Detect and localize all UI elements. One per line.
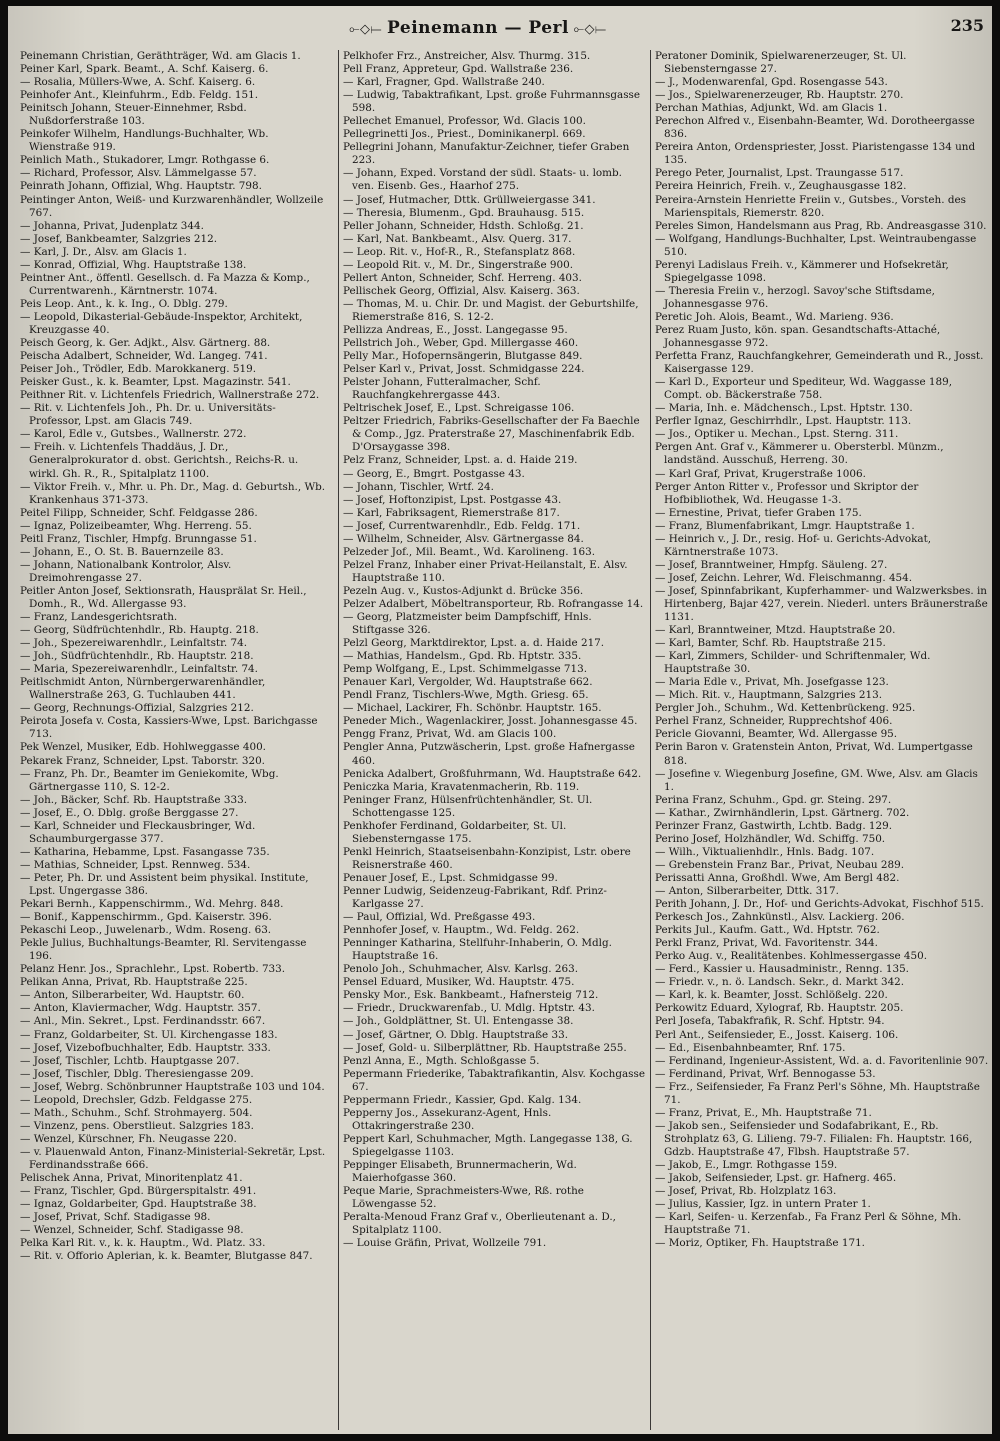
directory-entry: Peis Leop. Ant., k. k. Ing., O. Dblg. 279.	[20, 297, 228, 310]
directory-entry: Peltzer Friedrich, Fabriks-Gesellschafter der Fa Baechle & Comp., Jgz. Praterstraße 27, Maschinenfabrik Edb. D'Orsaygasse 398.	[343, 415, 640, 454]
directory-entry: Pekle Julius, Buchhaltungs-Beamter, Rl. Servitengasse 196.	[20, 937, 307, 963]
directory-entry: — Karl D., Exporteur und Spediteur, Wd. Waggasse 189, Compt. ob. Bäckerstraße 758.	[655, 376, 953, 402]
directory-entry: — Johann, Tischler, Wrtf. 24.	[343, 480, 494, 493]
directory-entry: — Georg, E., Bmgrt. Postgasse 43.	[343, 467, 525, 480]
directory-entry: Peitl Franz, Tischler, Hmpfg. Brunngasse 51.	[20, 532, 257, 545]
directory-entry: — Karl Graf, Privat, Krugerstraße 1006.	[655, 467, 866, 480]
directory-entry: — Josef, Tischler, Dblg. Theresiengasse 209.	[20, 1067, 254, 1080]
directory-entry: — Franz, Goldarbeiter, St. Ul. Kirchengasse 183.	[20, 1028, 278, 1041]
directory-entry: Pellechet Emanuel, Professor, Wd. Glacis 100.	[343, 115, 586, 128]
directory-entry: — Georg, Platzmeister beim Dampfschiff, Hnls. Stiftgasse 326.	[343, 611, 592, 637]
directory-entry: Pelster Johann, Futteralmacher, Schf. Rauchfangkehrergasse 443.	[343, 376, 541, 402]
directory-entry: — Rit. v. Offorio Aplerian, k. k. Beamter, Blutgasse 847.	[20, 1250, 313, 1263]
directory-entry: — Joh., Spezereiwarenhdlr., Leinfaltstr. 74.	[20, 637, 248, 650]
directory-entry: Peiner Karl, Spark. Beamt., A. Schf. Kaiserg. 6.	[20, 63, 269, 76]
directory-entry: Perfler Ignaz, Geschirrhdlr., Lpst. Hauptstr. 113.	[655, 415, 912, 428]
directory-entry: Perinzer Franz, Gastwirth, Lchtb. Badg. 129.	[655, 819, 893, 832]
directory-entry: — Josef, Hoftonzipist, Lpst. Postgasse 43.	[343, 493, 562, 506]
directory-entry: — Josef, Privat, Schf. Stadigasse 98.	[20, 1211, 211, 1224]
directory-entry: — Karol, Edle v., Gutsbes., Wallnerstr. 272.	[20, 428, 247, 441]
directory-entry: — Theresia, Blumenm., Gpd. Brauhausg. 515.	[343, 206, 585, 219]
directory-entry: Pensky Mor., Esk. Bankbeamt., Hafnersteig 712.	[343, 989, 599, 1002]
directory-entry: — Anton, Silberarbeiter, Dttk. 317.	[655, 885, 839, 897]
running-title	[328, 18, 628, 38]
column-2	[338, 50, 645, 1430]
directory-entry: — Wenzel, Schneider, Schf. Stadigasse 98.	[20, 1224, 244, 1237]
directory-entry: — Mich. Rit. v., Hauptmann, Salzgries 213.	[655, 689, 883, 702]
directory-entry: — Anton, Klaviermacher, Wdg. Hauptstr. 357.	[20, 1002, 261, 1015]
directory-entry: Peinkofer Wilhelm, Handlungs-Buchhalter, Wb. Wienstraße 919.	[20, 128, 269, 154]
directory-entry: Peppermann Friedr., Kassier, Gpd. Kalg. 134.	[343, 1093, 582, 1106]
directory-entry: — Mathias, Schneider, Lpst. Rennweg. 534.	[20, 858, 251, 871]
directory-entry: Perego Peter, Journalist, Lpst. Traungasse 517.	[655, 167, 904, 180]
directory-entry: — Wenzel, Kürschner, Fh. Neugasse 220.	[20, 1132, 237, 1145]
directory-entry: — Franz, Ph. Dr., Beamter im Geniekomite, Wbg. Gärtnergasse 110, S. 12-2.	[20, 767, 279, 793]
directory-entry: — Paul, Offizial, Wd. Preßgasse 493.	[343, 911, 536, 924]
directory-entry: — Ignaz, Goldarbeiter, Gpd. Hauptstraße 38.	[20, 1198, 257, 1211]
directory-entry: Pereira Heinrich, Freih. v., Zeughausgasse 182.	[655, 180, 907, 193]
directory-entry: Pelzl Georg, Marktdirektor, Lpst. a. d. Haide 217.	[343, 637, 605, 650]
directory-entry: Pelzeder Jof., Mil. Beamt., Wd. Karolineng. 163.	[343, 545, 595, 558]
directory-entry: Pereles Simon, Handelsmann aus Prag, Rb. Andreasgasse 310.	[655, 219, 987, 232]
directory-entry: Perhel Franz, Schneider, Rupprechtshof 406.	[655, 715, 893, 728]
ornament-left-icon: ⟜◇⟝	[349, 22, 388, 37]
directory-entry: — Ed., Eisenbahnbeamter, Rnf. 175.	[655, 1041, 846, 1054]
directory-entry: — Leopold, Dikasterial-Gebäude-Inspektor, Architekt, Kreuzgasse 40.	[20, 310, 303, 336]
directory-entry: — Vinzenz, pens. Oberstlieut. Salzgries 183.	[20, 1119, 254, 1132]
directory-entry: Peirota Josefa v. Costa, Kassiers-Wwe, Lpst. Barichgasse 713.	[20, 715, 318, 741]
directory-entry: Peischa Adalbert, Schneider, Wd. Langeg. 741.	[20, 350, 268, 363]
directory-entry: — Josef, Spinnfabrikant, Kupferhammer- und Walzwerksbes. in Hirtenberg, Bajar 427, verein. Niederl. unters Bräunerstraße 1131.	[655, 584, 988, 624]
directory-entry: Pellert Anton, Schneider, Schf. Herreng. 403.	[343, 271, 582, 284]
directory-entry: Peninger Franz, Hülsenfrüchtenhändler, St. Ul. Schottengasse 125.	[343, 793, 593, 819]
directory-entry: — Karl, J. Dr., Alsv. am Glacis 1.	[20, 245, 187, 258]
directory-entry: Perkl Franz, Privat, Wd. Favoritenstr. 344.	[655, 937, 878, 950]
directory-entry: — Franz, Privat, E., Mh. Hauptstraße 71.	[655, 1106, 872, 1119]
directory-entry: — Johann, Exped. Vorstand der südl. Staats- u. lomb. ven. Eisenb. Ges., Haarhof 275.	[343, 167, 622, 193]
directory-entry: Pellegrinetti Jos., Priest., Dominikanerpl. 669.	[343, 128, 586, 141]
directory-entry: — Josef, E., O. Dblg. große Berggasse 27.	[20, 806, 239, 819]
directory-entry: Pepperny Jos., Assekuranz-Agent, Hnls. Ottakringerstraße 230.	[343, 1106, 552, 1132]
directory-entry: Pelser Karl v., Privat, Josst. Schmidgasse 224.	[343, 363, 585, 376]
directory-entry: — Anl., Min. Sekret., Lpst. Ferdinandsstr. 667.	[20, 1015, 266, 1028]
directory-entry: — Maria Edle v., Privat, Mh. Josefgasse 123.	[655, 676, 889, 689]
directory-entry: Penkhofer Ferdinand, Goldarbeiter, St. Ul. Siebensterngasse 175.	[343, 819, 567, 845]
directory-entry: Pekarek Franz, Schneider, Lpst. Taborstr. 320.	[20, 754, 265, 767]
directory-entry: — Franz, Tischler, Gpd. Bürgerspitalstr. 491.	[20, 1185, 257, 1198]
directory-entry: — Josef, Webrg. Schönbrunner Hauptstraße 103 und 104.	[20, 1080, 325, 1093]
directory-entry: Perenyi Ladislaus Freih. v., Kämmerer und Hofsekretär, Spiegelgasse 1098.	[655, 258, 949, 284]
directory-entry: Penauer Karl, Vergolder, Wd. Hauptstraße 662.	[343, 676, 593, 689]
directory-entry: Pekari Bernh., Kappenschirmm., Wd. Mehrg. 848.	[20, 898, 284, 911]
directory-entry: Peppert Karl, Schuhmacher, Mgth. Langegasse 138, G. Spiegelgasse 1103.	[343, 1132, 633, 1158]
directory-entry: Perl Josefa, Tabakfrafik, R. Schf. Hptstr. 94.	[655, 1015, 885, 1028]
directory-entry: — Ernestine, Privat, tiefer Graben 175.	[655, 506, 862, 519]
directory-entry: — Friedr., Druckwarenfab., U. Mdlg. Hptstr. 43.	[343, 1002, 595, 1015]
directory-entry: — Ferdinand, Privat, Wrf. Bennogasse 53.	[655, 1067, 876, 1080]
directory-entry: Perino Josef, Holzhändler, Wd. Schiffg. 750.	[655, 832, 886, 845]
directory-entry: — Richard, Professor, Alsv. Lämmelgasse 57.	[20, 167, 257, 180]
directory-entry: Penzl Anna, E., Mgth. Schloßgasse 5.	[343, 1054, 540, 1067]
directory-entry: Perez Ruam Justo, kön. span. Gesandtschafts-Attaché, Johannesgasse 972.	[655, 323, 941, 350]
directory-entry: Pericle Giovanni, Beamter, Wd. Allergasse 95.	[655, 728, 898, 741]
directory-entry: — Jakob sen., Seifensieder und Sodafabrikant, E., Rb. Strohplatz 63, G. Lilieng. 79-7. Filialen: Fh. Hauptstr. 166, Gdzb. Hauptstraße 47, Flbsh. Hauptstraße 57.	[655, 1119, 973, 1158]
directory-entry: — Karl, Fragner, Gpd. Wallstraße 240.	[343, 76, 545, 89]
directory-entry: — Bonif., Kappenschirmm., Gpd. Kaiserstr. 396.	[20, 911, 272, 924]
directory-entry: — Ferdinand, Ingenieur-Assistent, Wd. a. d. Favoritenlinie 907.	[655, 1054, 989, 1067]
directory-entry: — Karl, Fabriksagent, Riemerstraße 817.	[343, 506, 560, 519]
directory-entry: Perfetta Franz, Rauchfangkehrer, Gemeinderath und R., Josst. Kaisergasse 129.	[655, 350, 984, 376]
column-3	[650, 50, 991, 1430]
directory-entry: Pellischek Georg, Offizial, Alsv. Kaiserg. 363.	[343, 284, 580, 297]
page-header	[8, 14, 992, 44]
directory-entry: Perl Ant., Seifensieder, E., Josst. Kaiserg. 106.	[655, 1028, 899, 1041]
directory-entry: — Josef, Gold- u. Silberplättner, Rb. Hauptstraße 255.	[343, 1041, 627, 1054]
directory-entry: Perith Johann, J. Dr., Hof- und Gerichts-Advokat, Fischhof 515.	[655, 898, 984, 911]
directory-entry: — Karl, Schneider und Fleckausbringer, Wd. Schaumburgergasse 377.	[20, 819, 256, 845]
directory-entry: Pendl Franz, Tischlers-Wwe, Mgth. Griesg. 65.	[343, 689, 589, 702]
directory-entry: — Karl, Seifen- u. Kerzenfab., Fa Franz Perl & Söhne, Mh. Hauptstraße 71.	[655, 1211, 962, 1237]
directory-entry: Pelzer Adalbert, Möbeltransporteur, Rb. Rofrangasse 14.	[343, 597, 644, 610]
directory-entry: — Franz, Blumenfabrikant, Lmgr. Hauptstraße 1.	[655, 519, 915, 532]
directory-entry: Penauer Josef, E., Lpst. Schmidgasse 99.	[343, 871, 558, 884]
directory-entry: Penner Ludwig, Seidenzeug-Fabrikant, Rdf. Prinz-Karlgasse 27.	[343, 885, 607, 911]
directory-entry: — Moriz, Optiker, Fh. Hauptstraße 171.	[655, 1237, 865, 1250]
directory-entry: — Josef, Zeichn. Lehrer, Wd. Fleischmanng. 454.	[655, 571, 913, 584]
directory-entry: Pelikan Anna, Privat, Rb. Hauptstraße 225.	[20, 976, 248, 989]
directory-entry: — Josef, Gärtner, O. Dblg. Hauptstraße 33.	[343, 1028, 569, 1041]
directory-entry: — Wilh., Viktualienhdlr., Hnls. Badg. 107.	[655, 845, 875, 858]
directory-entry: — Josef, Tischler, Lchtb. Hauptgasse 207.	[20, 1054, 240, 1067]
directory-entry: — Heinrich v., J. Dr., resig. Hof- u. Gerichts-Advokat, Kärntnerstraße 1073.	[655, 532, 932, 558]
directory-entry: — Grebenstein Franz Bar., Privat, Neubau 289.	[655, 858, 905, 871]
directory-entry: Peinrath Johann, Offizial, Whg. Hauptstr. 798.	[20, 180, 262, 193]
directory-entry: Peinitsch Johann, Steuer-Einnehmer, Rsbd. Nußdorferstraße 103.	[20, 102, 247, 128]
directory-entry: Pelanz Henr. Jos., Sprachlehr., Lpst. Robertb. 733.	[20, 963, 286, 976]
directory-entry: Peniczka Maria, Kravatenmacherin, Rb. 119.	[343, 780, 580, 793]
directory-entry: — Freih. v. Lichtenfels Thaddäus, J. Dr., Generalprokurator d. obst. Gerichtsh., Reichs-R. u. wirkl. Gh. R., R., Spitalplatz 1100.	[20, 441, 299, 480]
directory-entry: — J., Modenwarenfal, Gpd. Rosengasse 543.	[655, 76, 888, 89]
directory-entry: — Karl, Bamter, Schf. Rb. Hauptstraße 215.	[655, 637, 886, 650]
directory-entry: Pellstrich Joh., Weber, Gpd. Millergasse 460.	[343, 337, 579, 350]
directory-entry: Penninger Katharina, Stellfuhr-Inhaberin, O. Mdlg. Hauptstraße 16.	[343, 937, 612, 963]
directory-entry: — Josef, Hutmacher, Dttk. Grüllweiergasse 341.	[343, 193, 596, 206]
directory-entry: Pergen Ant. Graf v., Kämmerer u. Obersterbl. Münzm., landständ. Ausschuß, Herreng. 30.	[655, 441, 944, 467]
directory-entry: Pepermann Friederike, Tabaktrafikantin, Alsv. Kochgasse 67.	[343, 1067, 645, 1093]
directory-entry: — Julius, Kassier, Igz. in untern Prater 1.	[655, 1198, 871, 1211]
directory-entry: — Frz., Seifensieder, Fa Franz Perl's Söhne, Mh. Hauptstraße 71.	[655, 1080, 980, 1106]
directory-entry: Peithner Rit. v. Lichtenfels Friedrich, Wallnerstraße 272.	[20, 389, 320, 402]
directory-entry: — Ferd., Kassier u. Hausadministr., Renng. 135.	[655, 963, 909, 976]
directory-entry: — Ignaz, Polizeibeamter, Whg. Herreng. 55.	[20, 519, 252, 532]
directory-entry: Perina Franz, Schuhm., Gpd. gr. Steing. 297.	[655, 793, 892, 806]
directory-entry: — Josef, Currentwarenhdlr., Edb. Feldg. 171.	[343, 519, 581, 532]
directory-entry: — Thomas, M. u. Chir. Dr. und Magist. der Geburtshilfe, Riemerstraße 816, S. 12-2.	[343, 297, 639, 323]
directory-entry: Pellizza Andreas, E., Josst. Langegasse 95.	[343, 323, 568, 336]
directory-entry: Perchan Mathias, Adjunkt, Wd. am Glacis 1.	[655, 102, 888, 115]
directory-entry: Pelly Mar., Hofopernsängerin, Blutgasse 849.	[343, 350, 583, 363]
directory-entry: — Josef, Bankbeamter, Salzgries 212.	[20, 232, 218, 245]
directory-entry: — Georg, Rechnungs-Offizial, Salzgries 212.	[20, 702, 254, 715]
directory-entry: Peralta-Menoud Franz Graf v., Oberlieutenant a. D., Spitalplatz 1100.	[343, 1211, 616, 1237]
directory-entry: — Joh., Bäcker, Schf. Rb. Hauptstraße 333.	[20, 793, 248, 806]
directory-entry: — Friedr. v., n. ö. Landsch. Sekr., d. Markt 342.	[655, 976, 905, 989]
directory-entry: — Leopold, Drechsler, Gdzb. Feldgasse 275.	[20, 1093, 253, 1106]
directory-entry: Pelz Franz, Schneider, Lpst. a. d. Haide 219.	[343, 454, 578, 467]
directory-entry: Pelischek Anna, Privat, Minoritenplatz 41.	[20, 1172, 243, 1185]
directory-entry: — Mathias, Handelsm., Gpd. Rb. Hptstr. 335.	[343, 650, 582, 663]
directory-entry: — Johann, Nationalbank Kontrolor, Alsv. Dreimohrengasse 27.	[20, 558, 232, 584]
directory-entry: — Wolfgang, Handlungs-Buchhalter, Lpst. Weintraubengasse 510.	[655, 232, 977, 258]
directory-entry: Peretic Joh. Alois, Beamt., Wd. Marieng. 936.	[655, 310, 894, 323]
directory-entry: Peitlschmidt Anton, Nürnbergerwarenhändler, Wallnerstraße 263, G. Tuchlauben 441.	[20, 676, 266, 702]
directory-entry: Peitel Filipp, Schneider, Schf. Feldgasse 286.	[20, 506, 258, 519]
directory-entry: Perko Aug. v., Realitätenbes. Kohlmessergasse 450.	[655, 950, 928, 963]
directory-entry: — Michael, Lackirer, Fh. Schönbr. Hauptstr. 165.	[343, 702, 602, 715]
directory-entry: — Karl, Zimmers, Schilder- und Schriftenmaler, Wd. Hauptstraße 30.	[655, 650, 931, 676]
directory-entry: Pelkhofer Frz., Anstreicher, Alsv. Thurmg. 315.	[343, 50, 591, 62]
directory-entry: — Wilhelm, Schneider, Alsv. Gärtnergasse 84.	[343, 532, 584, 545]
directory-entry: — Kathar., Zwirnhändlerin, Lpst. Gärtnerg. 702.	[655, 806, 910, 819]
directory-entry: — Peter, Ph. Dr. und Assistent beim physikal. Institute, Lpst. Ungergasse 386.	[20, 871, 309, 897]
directory-entry: — Johann, E., O. St. B. Bauernzeile 83.	[20, 545, 224, 558]
running-title-text: Peinemann — Perl	[387, 18, 569, 38]
directory-entry: — Viktor Freih. v., Mhr. u. Ph. Dr., Mag. d. Geburtsh., Wb. Krankenhaus 371-373.	[20, 480, 326, 506]
directory-entry: — Jakob, Seifensieder, Lpst. gr. Hafnerg. 465.	[655, 1172, 897, 1185]
directory-entry: — Josef, Branntweiner, Hmpfg. Säuleng. 27.	[655, 558, 888, 571]
directory-entry: Pek Wenzel, Musiker, Edb. Hohlweggasse 400.	[20, 741, 266, 754]
directory-entry: — Math., Schuhm., Schf. Strohmayerg. 504.	[20, 1106, 253, 1119]
directory-entry: Penicka Adalbert, Großfuhrmann, Wd. Hauptstraße 642.	[343, 767, 642, 780]
directory-entry: — Rosalia, Müllers-Wwe, A. Schf. Kaiserg. 6.	[20, 76, 256, 89]
directory-entry: Peinlich Math., Stukadorer, Lmgr. Rothgasse 6.	[20, 154, 270, 167]
directory-entry: Perin Baron v. Gratenstein Anton, Privat, Wd. Lumpertgasse 818.	[655, 741, 973, 767]
directory-entry: Pemp Wolfgang, E., Lpst. Schimmelgasse 713.	[343, 663, 588, 676]
directory-entry: Pelka Karl Rit. v., k. k. Hauptm., Wd. Platz. 33.	[20, 1237, 266, 1250]
directory-entry: — Karl, k. k. Beamter, Josst. Schlößelg. 220.	[655, 989, 888, 1002]
directory-entry: Peque Marie, Sprachmeisters-Wwe, Rß. rothe Löwengasse 52.	[343, 1185, 584, 1211]
directory-entry: Peiser Joh., Trödler, Edb. Marokkanerg. 519.	[20, 363, 257, 376]
directory-entry: Peinhofer Ant., Kleinfuhrm., Edb. Feldg. 151.	[20, 89, 259, 102]
directory-entry: Pezeln Aug. v., Kustos-Adjunkt d. Brücke 356.	[343, 584, 584, 597]
directory-entry: — Rit. v. Lichtenfels Joh., Ph. Dr. u. Universitäts-Professor, Lpst. am Glacis 749.	[20, 402, 276, 428]
directory-entry: — Louise Gräfin, Privat, Wollzeile 791.	[343, 1237, 547, 1250]
directory-entry: — Joh., Südfrüchtenhdlr., Rb. Hauptstr. 218.	[20, 650, 254, 663]
directory-entry: Perechon Alfred v., Eisenbahn-Beamter, Wd. Dorotheergasse 836.	[655, 115, 975, 141]
page-number: 235	[950, 16, 984, 35]
directory-entry: Peisch Georg, k. Ger. Adjkt., Alsv. Gärtnerg. 88.	[20, 337, 271, 350]
directory-entry: Peppinger Elisabeth, Brunnermacherin, Wd. Maierhofgasse 360.	[343, 1158, 577, 1185]
directory-entry: — Anton, Silberarbeiter, Wd. Hauptstr. 60.	[20, 989, 245, 1002]
directory-entry: Peisker Gust., k. k. Beamter, Lpst. Magazinstr. 541.	[20, 376, 291, 389]
directory-entry: Perissatti Anna, Großhdl. Wwe, Am Bergl 482.	[655, 871, 900, 884]
directory-entry: — Georg, Südfrüchtenhdlr., Rb. Hauptg. 218.	[20, 624, 259, 637]
directory-entry: — Josef, Privat, Rb. Holzplatz 163.	[655, 1185, 837, 1198]
directory-entry: Pergler Joh., Schuhm., Wd. Kettenbrückeng. 925.	[655, 702, 916, 715]
directory-entry: — Ludwig, Tabaktrafikant, Lpst. große Fuhrmannsgasse 598.	[343, 89, 641, 115]
directory-entry: — Leopold Rit. v., M. Dr., Singerstraße 900.	[343, 258, 574, 271]
directory-entry: — Johanna, Privat, Judenplatz 344.	[20, 219, 204, 232]
directory-entry: — Konrad, Offizial, Whg. Hauptstraße 138.	[20, 258, 247, 271]
column-1	[20, 50, 326, 1430]
directory-entry: Perkesch Jos., Zahnkünstl., Alsv. Lackierg. 206.	[655, 911, 905, 924]
directory-entry: — Jakob, E., Lmgr. Rothgasse 159.	[655, 1158, 838, 1171]
directory-entry: — Karl, Branntweiner, Mtzd. Hauptstraße 20.	[655, 624, 896, 637]
directory-entry: — Theresia Freiin v., herzogl. Savoy'sche Stiftsdame, Johannesgasse 976.	[655, 284, 935, 310]
directory-page	[8, 6, 992, 1434]
directory-entry: — Karl, Nat. Bankbeamt., Alsv. Querg. 317.	[343, 232, 572, 245]
directory-entry: — Maria, Spezereiwarenhdlr., Leinfaltstr. 74.	[20, 663, 258, 676]
directory-entry: Penkl Heinrich, Staatseisenbahn-Konzipist, Lstr. obere Reisnerstraße 460.	[343, 845, 631, 871]
directory-entry: Peneder Mich., Wagenlackirer, Josst. Johannesgasse 45.	[343, 715, 638, 728]
directory-entry: Pelzel Franz, Inhaber einer Privat-Heilanstalt, E. Alsv. Hauptstraße 110.	[343, 558, 628, 584]
directory-entry: Pereira Anton, Ordenspriester, Josst. Piaristengasse 134 und 135.	[655, 141, 976, 167]
directory-entry: — Joh., Goldplättner, St. Ul. Entengasse 38.	[343, 1015, 574, 1028]
directory-entry: Pekaschi Leop., Juwelenarb., Wdm. Roseng. 63.	[20, 924, 272, 937]
directory-entry: — Katharina, Hebamme, Lpst. Fasangasse 735.	[20, 845, 270, 858]
directory-entry: Pennhofer Josef, v. Hauptm., Wd. Feldg. 262.	[343, 924, 580, 937]
ornament-right-icon: ⟜◇⟝	[568, 22, 607, 37]
directory-entry: Peinemann Christian, Geräthträger, Wd. am Glacis 1.	[20, 50, 301, 62]
directory-entry: — Josef, Vizebofbuchhalter, Edb. Hauptstr. 333.	[20, 1041, 271, 1054]
directory-entry: Pengler Anna, Putzwäscherin, Lpst. große Hafnergasse 460.	[343, 741, 635, 767]
directory-entry: Perger Anton Ritter v., Professor und Skriptor der Hofbibliothek, Wd. Heugasse 1-3.	[655, 480, 919, 506]
directory-entry: Perkits Jul., Kaufm. Gatt., Wd. Hptstr. 762.	[655, 924, 880, 937]
directory-entry: Penolo Joh., Schuhmacher, Alsv. Karlsg. 263.	[343, 963, 579, 976]
directory-entry: — Jos., Spielwarenerzeuger, Rb. Hauptstr. 270.	[655, 89, 904, 102]
directory-entry: Pellegrini Johann, Manufaktur-Zeichner, tiefer Graben 223.	[343, 141, 630, 167]
directory-entry: — v. Plauenwald Anton, Finanz-Ministerial-Sekretär, Lpst. Ferdinandsstraße 666.	[20, 1145, 326, 1171]
directory-entry: — Josefine v. Wiegenburg Josefine, GM. Wwe, Alsv. am Glacis 1.	[655, 767, 978, 793]
directory-entry: — Maria, Inh. e. Mädchensch., Lpst. Hptstr. 130.	[655, 402, 913, 415]
directory-entry: Pengg Franz, Privat, Wd. am Glacis 100.	[343, 728, 557, 741]
directory-entry: Perkowitz Eduard, Xylograf, Rb. Hauptstr. 205.	[655, 1002, 904, 1015]
directory-entry: Pereira-Arnstein Henriette Freiin v., Gutsbes., Vorsteh. des Marienspitals, Riemerstr. 820.	[655, 193, 966, 219]
directory-entry: Peintner Ant., öffentl. Gesellsch. d. Fa Mazza & Komp., Currentwarenh., Kärntnerstr. 1074.	[20, 271, 310, 297]
directory-entry: Peratoner Dominik, Spielwarenerzeuger, St. Ul. Siebensterngasse 27.	[655, 50, 907, 76]
directory-entry: — Leop. Rit. v., Hof-R., R., Stefansplatz 868.	[343, 245, 576, 258]
directory-entry: Peltrischek Josef, E., Lpst. Schreigasse 106.	[343, 402, 575, 415]
directory-entry: Pensel Eduard, Musiker, Wd. Hauptstr. 475.	[343, 976, 575, 989]
directory-entry: Pell Franz, Appreteur, Gpd. Wallstraße 236.	[343, 63, 574, 76]
directory-entry: Peitler Anton Josef, Sektionsrath, Hausprälat Sr. Heil., Domh., R., Wd. Allergasse 93.	[20, 584, 307, 610]
directory-entry: Peintinger Anton, Weiß- und Kurzwarenhändler, Wollzeile 767.	[20, 193, 324, 219]
directory-entry: — Jos., Optiker u. Mechan., Lpst. Sterng. 311.	[655, 428, 899, 441]
directory-entry: — Franz, Landesgerichtsrath.	[20, 611, 178, 624]
directory-entry: Peller Johann, Schneider, Hdsth. Schloßg. 21.	[343, 219, 584, 232]
